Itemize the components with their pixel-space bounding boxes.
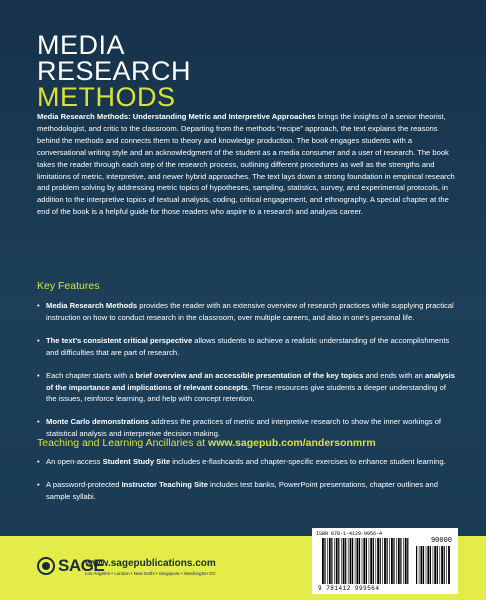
title-line-2: RESEARCH <box>37 56 192 86</box>
ancillary-item <box>37 479 457 503</box>
ancillary-text: includes test banks, PowerPoint presentations, chapter outlines and sample syllabi. <box>46 479 438 501</box>
feature-text: allows students to achieve a realistic understanding of the accomplishments and difficulties that are part of research. <box>46 335 450 357</box>
ancillary-text: includes e-flashcards and chapter-specific exercises to enhance student learning. <box>170 457 446 466</box>
ancillary-bold: Student Study Site <box>102 457 171 466</box>
barcode-bars-icon <box>322 538 412 584</box>
description-body: brings the insights of a senior theorist, methodologist, and critic to the classroom. Departing from the methods “recipe” approach, the text explains the reasons behind the methods and connects them to theory and knowledge production. The book engages students with a conversational writing style and an acknowledgment of the student as a media consumer and a user of research. The book takes the reader through each step of the research process, outlining different procedures as well as the strengths and limitations of metric, interpretive, and newer hybrid approaches. The text lays down a strong foundation in empirical research and problem solving by addressing metric topics of hypotheses, sampling, statistics, survey, and experimental protocols, in addition to the interpretive topics of textual analysis, coding, critical engagement, and ethnography. A special chapter at the end of the book is a helpful guide for those readers who aspire to a research and analysis career. <box>37 112 455 217</box>
key-features-heading: Key Features <box>37 280 100 292</box>
price-code: 90000 <box>430 537 452 545</box>
ean-number: 9 781412 999564 <box>318 585 380 592</box>
barcode <box>312 528 458 594</box>
ancillary-text: A password-protected <box>46 479 122 489</box>
key-features-list <box>37 300 457 451</box>
ancillary-bold: Instructor Teaching Site <box>121 479 208 489</box>
ancillaries-heading <box>37 437 376 449</box>
description-lead: Media Research Methods: Understanding Metric and Interpretive Approaches <box>37 112 316 121</box>
publisher-cities: Los Angeles • London • New Delhi • Singapore • Washington DC <box>85 571 216 576</box>
book-title <box>37 32 191 110</box>
feature-text: and ends with an <box>363 370 426 380</box>
feature-text: . These resources give students a deeper understanding of the issues, reinforce learning, and help with concept retention. <box>46 382 446 404</box>
ancillary-item <box>37 456 457 468</box>
logo-wordmark: SAGE <box>58 556 105 575</box>
ancillaries-url-link[interactable]: www.sagepub.com/andersonmrm <box>208 437 376 449</box>
feature-bold: Media Research Methods <box>46 301 138 310</box>
book-description <box>37 111 457 218</box>
ancillaries-list <box>37 456 457 514</box>
feature-text: address the practices of metric and interpretive research to show the inner workings of statistical analysis and interpretive decision making. <box>46 417 442 439</box>
title-line-3: METHODS <box>37 82 176 112</box>
feature-bold: analysis of the importance and implications of relevant concepts <box>46 370 455 392</box>
publisher-url-link[interactable]: www.sagepublications.com <box>85 558 216 569</box>
sage-logo-icon <box>37 557 55 575</box>
isbn-text: ISBN 978-1-4129-9956-4 <box>316 531 383 537</box>
feature-item <box>37 370 457 406</box>
feature-bold: The text’s consistent critical perspective <box>46 335 193 345</box>
feature-item <box>37 300 457 324</box>
price-barcode-bars-icon <box>416 546 452 584</box>
ancillary-text: An open-access <box>46 457 103 466</box>
ancillaries-heading-text: Teaching and Learning Ancillaries at <box>37 437 209 449</box>
feature-bold: Monte Carlo demonstrations <box>46 417 149 427</box>
feature-bold: brief overview and an accessible presentation of the key topics <box>135 370 364 380</box>
feature-text: Each chapter starts with a <box>46 370 136 380</box>
feature-item <box>37 335 457 359</box>
feature-text: provides the reader with an extensive overview of research practices while supplying practical instruction on how to conduct research in the classroom, over multiple careers, and also in one’s personal life. <box>46 301 454 322</box>
title-line-1: MEDIA <box>37 30 126 60</box>
